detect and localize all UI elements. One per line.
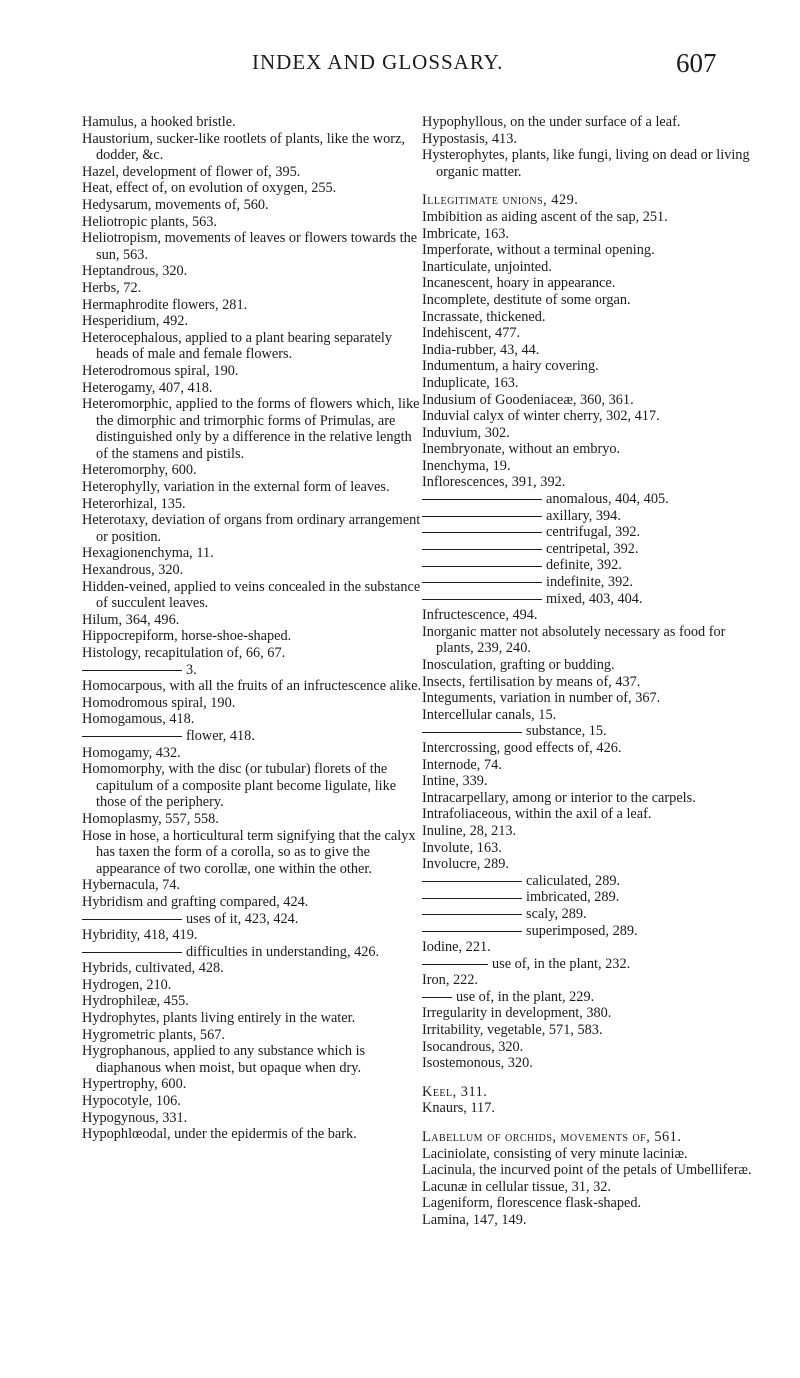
index-entry: Isostemonous, 320. [422,1055,533,1072]
index-entry: Hybridity, 418, 419. [82,927,198,944]
index-entry: Homodromous spiral, 190. [82,694,236,711]
index-subentry: substance, 15. [422,723,762,740]
index-entry: Heliotropism, movements of leaves or flowers towards the sun, 563. [82,230,418,263]
index-entry: Heterogamy, 407, 418. [82,379,213,396]
index-entry: Homomorphy, with the disc (or tubular) florets of the capitulum of a composite plant become ligulate, like those of the periphery. [82,761,397,811]
index-entry: Hypophyllous, on the under surface of a leaf. [422,114,681,130]
index-entry: Hypocotyle, 106. [82,1093,181,1110]
index-entry: India-rubber, 43, 44. [422,341,540,358]
index-entry: Intrafoliaceous, within the axil of a leaf. [422,806,652,823]
index-entry: Illegitimate unions, 429. [422,192,579,209]
index-entry: Herbs, 72. [82,279,142,296]
index-subentry: uses of it, 423, 424. [82,911,422,928]
index-entry: Homogamy, 432. [82,744,181,761]
index-entry: Hesperidium, 492. [82,313,189,330]
index-entry: Indehiscent, 477. [422,325,521,342]
index-entry: Hippocrepiform, horse-shoe-shaped. [82,628,292,645]
running-title: INDEX AND GLOSSARY. [252,50,504,74]
ditto-rule [82,736,182,737]
index-entry: Incanescent, hoary in appearance. [422,275,616,292]
index-subentry: superimposed, 289. [422,923,762,940]
index-entry: Intracarpellary, among or interior to the carpels. [422,789,696,806]
page-number: 607 [676,48,717,78]
index-subentry: axillary, 394. [422,508,762,525]
left-column [82,114,422,1143]
index-entry: Involucre, 289. [422,856,509,873]
page-header [0,48,800,84]
index-subentry: use of, in the plant, 229. [422,989,762,1006]
ditto-rule [422,964,488,965]
index-subentry: mixed, 403, 404. [422,591,762,608]
index-entry: Heptandrous, 320. [82,263,188,280]
index-entry: Homoplasmy, 557, 558. [82,810,219,827]
index-entry: Isocandrous, 320. [422,1038,524,1055]
ditto-rule [422,997,452,998]
ditto-rule [422,532,542,533]
index-subentry: indefinite, 392. [422,574,762,591]
index-entry: Irregularity in development, 380. [422,1005,612,1022]
index-entry: Knaurs, 117. [422,1100,495,1117]
index-entry: Homocarpous, with all the fruits of an infructescence alike. [82,678,422,695]
index-entry: Hybridism and grafting compared, 424. [82,893,309,910]
index-entry: Hygrophanous, applied to any substance which is diaphanous when moist, but opaque when dry. [82,1043,366,1076]
index-subentry: 3. [82,662,422,679]
index-entry: Hysterophytes, plants, like fungi, living on dead or living organic matter. [422,147,750,180]
index-subentry: caliculated, 289. [422,873,762,890]
index-entry: Lacunæ in cellular tissue, 31, 32. [422,1178,611,1195]
index-entry: Hexandrous, 320. [82,562,184,579]
index-entry: Heterodromous spiral, 190. [82,362,239,379]
index-entry: Heteromorphy, 600. [82,462,197,479]
index-entry: Internode, 74. [422,756,502,773]
ditto-rule [422,582,542,583]
index-entry: Hexagionenchyma, 11. [82,545,214,562]
ditto-rule [422,881,522,882]
index-entry: Labellum of orchids, movements of, 561. [422,1129,682,1146]
index-entry: Inembryonate, without an embryo. [422,441,621,458]
index-entry: Iron, 222. [422,972,478,989]
index-entry: Integuments, variation in number of, 367. [422,690,661,707]
index-entry: Homogamous, 418. [82,711,195,728]
index-entry: Heliotropic plants, 563. [82,213,218,230]
index-entry: Insects, fertilisation by means of, 437. [422,673,641,690]
index-entry: Lacinula, the incurved point of the petals of Umbelliferæ. [422,1162,752,1179]
index-entry: Heat, effect of, on evolution of oxygen, 255. [82,180,337,197]
index-entry: Inuline, 28, 213. [422,822,517,839]
right-column [422,114,762,1229]
index-entry: Hydrophytes, plants living entirely in the water. [82,1010,356,1027]
index-entry: Indusium of Goodeniaceæ, 360, 361. [422,391,634,408]
ditto-rule [422,549,542,550]
index-entry: Iodine, 221. [422,939,491,956]
index-entry: Inflorescences, 391, 392. [422,474,566,491]
index-entry: Inenchyma, 19. [422,457,511,474]
ditto-rule [422,931,522,932]
index-entry: Lamina, 147, 149. [422,1212,527,1228]
index-entry: Hydrophileæ, 455. [82,993,189,1010]
index-entry: Inorganic matter not absolutely necessary as food for plants, 239, 240. [422,623,726,657]
index-entry: Hamulus, a hooked bristle. [82,114,236,130]
index-subentry: use of, in the plant, 232. [422,956,762,973]
index-entry: Induvium, 302. [422,424,510,441]
index-subentry: definite, 392. [422,557,762,574]
index-entry: Inarticulate, unjointed. [422,258,552,275]
index-entry: Histology, recapitulation of, 66, 67. [82,645,286,661]
index-entry: Hazel, development of flower of, 395. [82,163,301,180]
index-entry: Induvial calyx of winter cherry, 302, 417. [422,408,660,425]
index-entry: Irritability, vegetable, 571, 583. [422,1022,603,1039]
index-entry: Infructescence, 494. [422,607,538,624]
index-entry: Induplicate, 163. [422,374,519,391]
index-subentry: anomalous, 404, 405. [422,491,762,508]
index-entry: Intercrossing, good effects of, 426. [422,739,622,756]
index-entry: Intine, 339. [422,773,488,790]
index-entry: Lageniform, florescence flask-shaped. [422,1195,642,1212]
index-entry: Hypophlœodal, under the epidermis of the bark. [82,1126,357,1143]
index-entry: Hose in hose, a horticultural term signifying that the calyx has taxen the form of a corolla, so as to give the appearance of two corollæ, one within the other. [82,827,416,877]
index-subentry: scaly, 289. [422,906,762,923]
index-entry: Incomplete, destitute of some organ. [422,291,631,308]
index-entry: Hypertrophy, 600. [82,1076,187,1093]
index-entry: Inosculation, grafting or budding. [422,657,615,673]
index-subentry: flower, 418. [82,728,422,745]
index-entry: Hybernacula, 74. [82,877,181,894]
index-entry: Incrassate, thickened. [422,308,546,325]
index-entry: Imbibition as aiding ascent of the sap, 251. [422,208,668,225]
ditto-rule [422,914,522,915]
index-entry: Imperforate, without a terminal opening. [422,242,655,259]
ditto-rule [422,599,542,600]
index-entry: Laciniolate, consisting of very minute laciniæ. [422,1145,688,1162]
index-subentry: centrifugal, 392. [422,524,762,541]
index-subentry: difficulties in understanding, 426. [82,944,422,961]
index-entry: Hybrids, cultivated, 428. [82,960,224,977]
ditto-rule [422,499,542,500]
index-entry: Keel, 311. [422,1083,488,1100]
index-entry: Heteromorphic, applied to the forms of flowers which, like the dimorphic and trimorphic forms of Primulas, are distinguished only by a difference in the relative length of the stamens and pistils. [82,396,420,462]
ditto-rule [422,516,542,517]
index-entry: Involute, 163. [422,839,502,856]
ditto-rule [82,952,182,953]
ditto-rule [82,670,182,671]
index-entry: Hidden-veined, applied to veins concealed in the substance of succulent leaves. [82,578,421,612]
index-entry: Hygrometric plants, 567. [82,1026,225,1043]
index-entry: Hydrogen, 210. [82,976,172,993]
index-entry: Heterocephalous, applied to a plant bearing separately heads of male and female flowers. [82,329,393,363]
index-entry: Heterotaxy, deviation of organs from ordinary arrangement or position. [82,512,421,545]
index-entry: Hypogynous, 331. [82,1109,188,1126]
index-entry: Intercellular canals, 15. [422,706,557,723]
index-entry: Haustorium, sucker-like rootlets of plants, like the worz, dodder, &c. [82,130,405,164]
index-subentry: imbricated, 289. [422,889,762,906]
index-entry: Hypostasis, 413. [422,130,517,147]
ditto-rule [422,566,542,567]
index-subentry: centripetal, 392. [422,541,762,558]
index-entry: Heterorhizal, 135. [82,495,186,512]
index-entry: Hermaphrodite flowers, 281. [82,296,248,313]
index-entry: Heterophylly, variation in the external form of leaves. [82,479,390,496]
index-entry: Imbricate, 163. [422,225,509,242]
index-entry: Hedysarum, movements of, 560. [82,196,269,213]
ditto-rule [422,732,522,733]
index-entry: Hilum, 364, 496. [82,611,180,628]
index-entry: Indumentum, a hairy covering. [422,358,599,375]
ditto-rule [82,919,182,920]
ditto-rule [422,898,522,899]
